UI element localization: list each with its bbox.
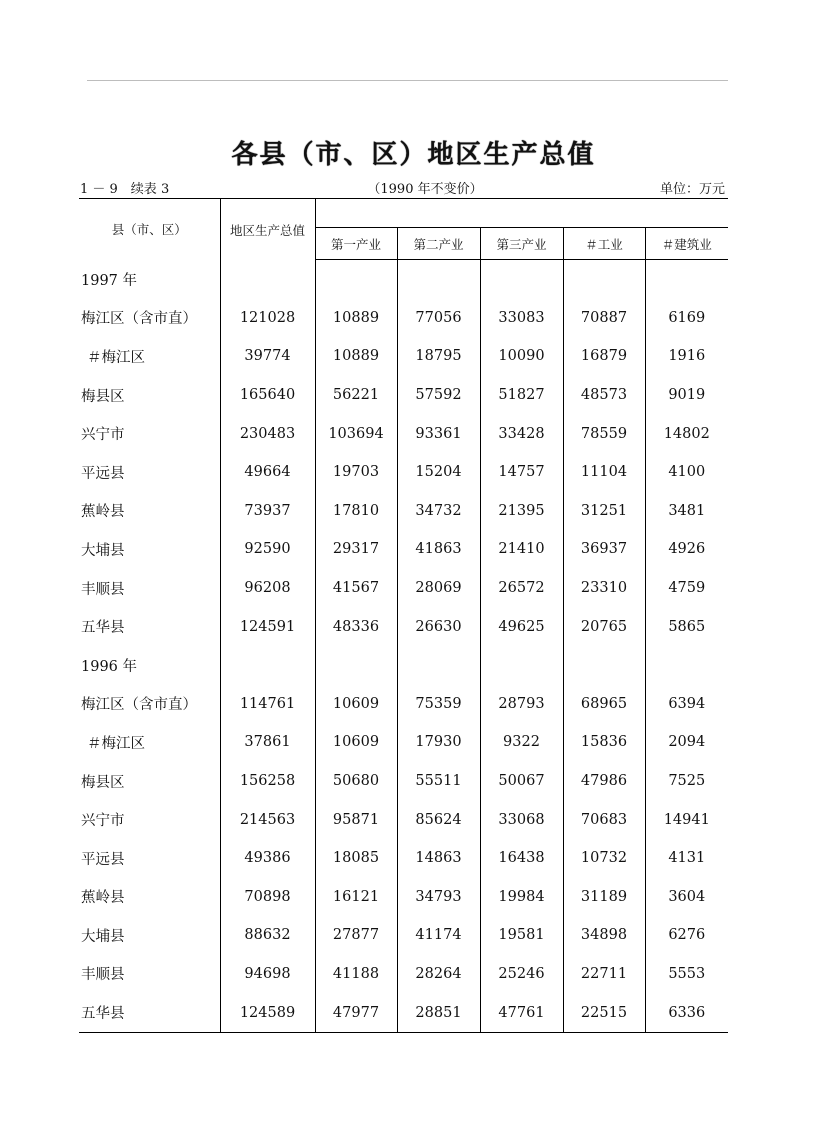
table-row (79, 646, 728, 685)
cell-primary: 103694 (315, 414, 397, 453)
row-label: 兴宁市 (79, 414, 220, 453)
header-construction: ＃建筑业 (645, 228, 728, 260)
cell-gdp: 37861 (220, 723, 315, 762)
row-label: 五华县 (79, 993, 220, 1032)
cell-construction: 2094 (668, 734, 706, 751)
cell-gdp: 214563 (220, 800, 315, 839)
cell-tertiary: 33083 (480, 299, 563, 338)
cell-primary: 10889 (315, 299, 397, 338)
cell-secondary: 85624 (397, 800, 480, 839)
cell-secondary: 18795 (397, 337, 480, 376)
cell-tertiary: 26572 (480, 569, 563, 608)
cell-tertiary: 33068 (480, 800, 563, 839)
cell-industry: 11104 (563, 453, 645, 492)
table-row (79, 723, 728, 762)
cell-gdp (220, 260, 315, 299)
cell-tertiary: 9322 (480, 723, 563, 762)
cell-industry: 31189 (563, 878, 645, 917)
cell-construction: 3481 (668, 502, 706, 519)
table-row (79, 260, 728, 299)
cell-industry: 22711 (563, 955, 645, 994)
cell-construction: 1916 (668, 348, 706, 365)
cell-primary: 95871 (315, 800, 397, 839)
row-label: 蕉岭县 (79, 492, 220, 531)
cell-gdp: 88632 (220, 916, 315, 955)
cell-tertiary: 21395 (480, 492, 563, 531)
table-row (79, 337, 728, 376)
cell-construction: 6169 (668, 309, 706, 326)
row-label: 五华县 (79, 607, 220, 646)
cell-secondary: 93361 (397, 414, 480, 453)
cell-gdp: 49664 (220, 453, 315, 492)
row-label: 梅县区 (79, 762, 220, 801)
cell-construction: 5865 (668, 618, 706, 635)
cell-primary: 18085 (315, 839, 397, 878)
cell-construction: 6336 (645, 993, 728, 1032)
cell-construction: 9019 (668, 387, 706, 404)
table-row (79, 453, 728, 492)
cell-construction (645, 646, 728, 685)
cell-gdp: 124589 (220, 993, 315, 1032)
cell-industry: 15836 (563, 723, 645, 762)
cell-gdp: 92590 (220, 530, 315, 569)
cell-primary: 17810 (315, 492, 397, 531)
cell-tertiary: 50067 (480, 762, 563, 801)
cell-primary (315, 646, 397, 685)
cell-secondary: 28264 (397, 955, 480, 994)
cell-tertiary: 49625 (480, 607, 563, 646)
table-row (79, 839, 728, 878)
cell-secondary: 15204 (397, 453, 480, 492)
cell-secondary: 77056 (397, 299, 480, 338)
top-rule (87, 80, 728, 81)
header-gdp: 地区生产总值 (220, 199, 315, 260)
cell-industry: 36937 (563, 530, 645, 569)
header-group-spacer (315, 199, 728, 228)
table-row (79, 955, 728, 994)
cell-construction: 14941 (663, 811, 710, 828)
cell-industry: 70887 (563, 299, 645, 338)
row-label: ＃梅江区 (79, 337, 220, 376)
cell-construction: 4100 (668, 464, 706, 481)
cell-construction: 4759 (668, 580, 706, 597)
cell-industry: 10732 (563, 839, 645, 878)
cell-primary: 29317 (315, 530, 397, 569)
cell-gdp: 124591 (220, 607, 315, 646)
row-label: 梅县区 (79, 376, 220, 415)
cell-gdp: 49386 (220, 839, 315, 878)
row-label: 1997 年 (79, 260, 220, 299)
header-county: 县（市、区） (79, 199, 220, 260)
cell-primary: 10609 (315, 685, 397, 724)
row-label: 平远县 (79, 453, 220, 492)
cell-industry: 68965 (563, 685, 645, 724)
cell-primary: 10609 (315, 723, 397, 762)
cell-gdp: 73937 (220, 492, 315, 531)
cell-tertiary: 28793 (480, 685, 563, 724)
table-row (79, 299, 728, 338)
table-row (79, 993, 728, 1032)
cell-tertiary: 25246 (480, 955, 563, 994)
cell-industry: 48573 (563, 376, 645, 415)
cell-tertiary: 21410 (480, 530, 563, 569)
cell-industry (563, 260, 645, 299)
cell-industry: 34898 (563, 916, 645, 955)
cell-gdp: 70898 (220, 878, 315, 917)
cell-industry: 31251 (563, 492, 645, 531)
table-row (79, 492, 728, 531)
cell-primary: 48336 (315, 607, 397, 646)
cell-tertiary (480, 646, 563, 685)
header-primary: 第一产业 (315, 228, 397, 260)
cell-secondary: 34732 (397, 492, 480, 531)
cell-tertiary: 10090 (480, 337, 563, 376)
cell-secondary: 17930 (397, 723, 480, 762)
cell-primary (315, 260, 397, 299)
cell-construction: 4131 (668, 850, 706, 867)
cell-secondary: 41863 (397, 530, 480, 569)
table-row (79, 569, 728, 608)
row-label: 平远县 (79, 839, 220, 878)
cell-industry: 78559 (563, 414, 645, 453)
cell-tertiary (480, 260, 563, 299)
cell-secondary (397, 646, 480, 685)
cell-gdp: 156258 (220, 762, 315, 801)
cell-gdp: 165640 (220, 376, 315, 415)
gdp-table (79, 198, 728, 1033)
cell-secondary: 14863 (397, 839, 480, 878)
row-label: 大埔县 (79, 916, 220, 955)
cell-construction: 7525 (668, 773, 706, 790)
cell-secondary: 34793 (397, 878, 480, 917)
cell-gdp: 39774 (220, 337, 315, 376)
cell-tertiary: 14757 (480, 453, 563, 492)
cell-construction: 6276 (668, 927, 706, 944)
table-row (79, 607, 728, 646)
unit-label: 单位：万元 (659, 182, 725, 197)
cell-industry: 70683 (563, 800, 645, 839)
cell-secondary: 28851 (397, 993, 480, 1032)
cell-construction: 6394 (668, 695, 706, 712)
cell-tertiary: 33428 (480, 414, 563, 453)
cell-construction: 14802 (663, 425, 710, 442)
row-label: 兴宁市 (79, 800, 220, 839)
cell-gdp: 121028 (220, 299, 315, 338)
cell-secondary: 55511 (397, 762, 480, 801)
table-row (79, 685, 728, 724)
table-row (79, 530, 728, 569)
header-tertiary: 第三产业 (480, 228, 563, 260)
cell-construction (645, 260, 728, 299)
cell-tertiary: 19984 (480, 878, 563, 917)
cell-gdp: 230483 (220, 414, 315, 453)
cell-industry (563, 646, 645, 685)
cell-primary: 41188 (315, 955, 397, 994)
table-row (79, 414, 728, 453)
cell-industry: 47986 (563, 762, 645, 801)
cell-gdp (220, 646, 315, 685)
cell-primary: 47977 (315, 993, 397, 1032)
table-row (79, 878, 728, 917)
cell-gdp: 94698 (220, 955, 315, 994)
row-label: 梅江区（含市直） (79, 299, 220, 338)
cell-secondary: 26630 (397, 607, 480, 646)
header-industry: ＃工业 (563, 228, 645, 260)
table-row (79, 800, 728, 839)
table-row (79, 376, 728, 415)
cell-tertiary: 47761 (480, 993, 563, 1032)
gdp-table-container (79, 198, 728, 1033)
cell-primary: 10889 (315, 337, 397, 376)
cell-construction: 5553 (668, 965, 706, 982)
cell-gdp: 96208 (220, 569, 315, 608)
cell-secondary: 41174 (397, 916, 480, 955)
cell-construction: 4926 (668, 541, 706, 558)
cell-gdp: 114761 (220, 685, 315, 724)
cell-secondary (397, 260, 480, 299)
cell-secondary: 75359 (397, 685, 480, 724)
cell-secondary: 28069 (397, 569, 480, 608)
cell-tertiary: 19581 (480, 916, 563, 955)
cell-construction: 3604 (668, 888, 706, 905)
table-body (79, 260, 728, 1033)
cell-primary: 27877 (315, 916, 397, 955)
row-label: 梅江区（含市直） (79, 685, 220, 724)
cell-primary: 56221 (315, 376, 397, 415)
row-label: 1996 年 (79, 646, 220, 685)
price-basis: （1990 年不变价） (367, 182, 483, 197)
row-label: 丰顺县 (79, 955, 220, 994)
cell-primary: 19703 (315, 453, 397, 492)
page-title: 各县（市、区）地区生产总值 (231, 140, 596, 170)
cell-primary: 16121 (315, 878, 397, 917)
cell-primary: 41567 (315, 569, 397, 608)
header-secondary: 第二产业 (397, 228, 480, 260)
cell-secondary: 57592 (397, 376, 480, 415)
row-label: 蕉岭县 (79, 878, 220, 917)
cell-tertiary: 51827 (480, 376, 563, 415)
cell-primary: 50680 (315, 762, 397, 801)
table-row (79, 916, 728, 955)
cell-industry: 22515 (563, 993, 645, 1032)
table-number: 1 － 9 续表 3 (80, 182, 170, 197)
cell-industry: 16879 (563, 337, 645, 376)
row-label: ＃梅江区 (79, 723, 220, 762)
cell-industry: 20765 (563, 607, 645, 646)
cell-industry: 23310 (563, 569, 645, 608)
table-row (79, 762, 728, 801)
row-label: 大埔县 (79, 530, 220, 569)
row-label: 丰顺县 (79, 569, 220, 608)
cell-tertiary: 16438 (480, 839, 563, 878)
